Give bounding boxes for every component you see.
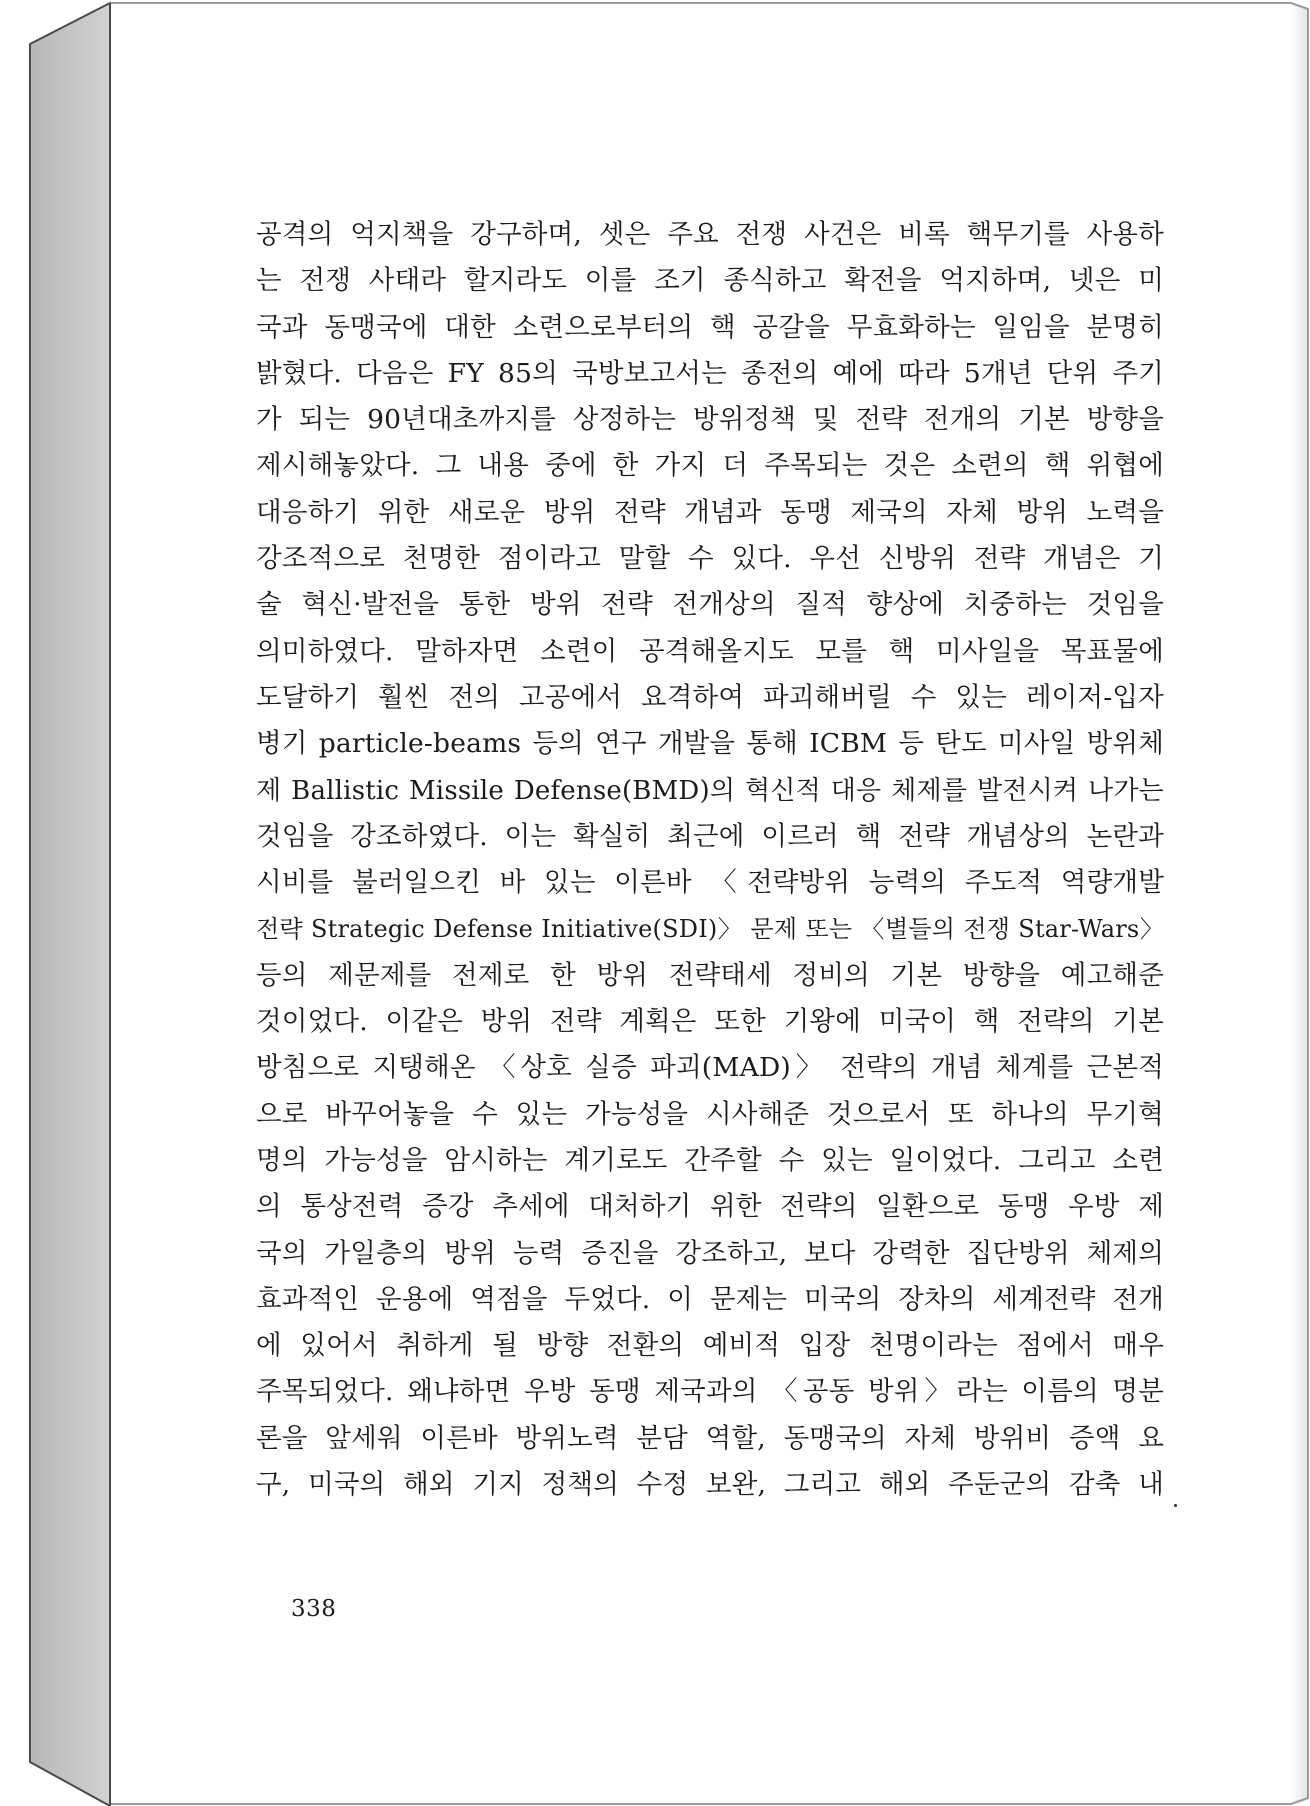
text-line-6: 제시해놓았다. 그 내용 중에 한 가지 더 주목되는 것은 소련의 핵 위협에 — [256, 450, 1164, 482]
text-line-25: 에 있어서 취하게 될 방향 전환의 예비적 입장 천명이라는 점에서 매우 — [256, 1330, 1164, 1362]
text-line-5: 가 되는 90년대초까지를 상정하는 방위정책 및 전략 전개의 기본 방향을 — [256, 404, 1164, 436]
text-line-10: 의미하였다. 말하자면 소련이 공격해올지도 모를 핵 미사일을 목표물에 — [256, 635, 1164, 667]
text-line-18: 것이었다. 이같은 방위 전략 계획은 또한 기왕에 미국이 핵 전략의 기본 — [256, 1006, 1164, 1038]
text-line-16: 전략 Strategic Defense Initiative(SDI)〉 문제 또는 〈별들의 전쟁 Star-Wars〉 — [256, 915, 1164, 944]
text-line-11: 도달하기 훨씬 전의 고공에서 요격하여 파괴해버릴 수 있는 레이저-입자 — [256, 681, 1164, 713]
text-line-23: 국의 가일층의 방위 능력 증진을 강조하고, 보다 강력한 집단방위 체제의 — [256, 1237, 1164, 1269]
text-line-7: 대응하기 위한 새로운 방위 전략 개념과 동맹 제국의 자체 방위 노력을 — [256, 496, 1164, 528]
book-spine — [30, 3, 110, 1806]
page-number: 338 — [291, 1596, 337, 1622]
page-edge-right — [1290, 2, 1308, 1806]
text-line-20: 으로 바꾸어놓을 수 있는 가능성을 시사해준 것으로서 또 하나의 무기혁 — [256, 1098, 1164, 1130]
text-line-14: 것임을 강조하였다. 이는 확실히 최근에 이르러 핵 전략 개념상의 논란과 — [256, 820, 1164, 852]
text-line-19: 방침으로 지탱해온 〈상호 실증 파괴(MAD)〉 전략의 개념 체계를 근본적 — [256, 1052, 1164, 1084]
text-line-21: 명의 가능성을 암시하는 계기로도 간주할 수 있는 일이었다. 그리고 소련 — [256, 1144, 1164, 1176]
text-line-12: 병기 particle-beams 등의 연구 개발을 통해 ICBM 등 탄도 미사일 방위체 — [256, 728, 1164, 760]
text-line-8: 강조적으로 천명한 점이라고 말할 수 있다. 우선 신방위 전략 개념은 기 — [256, 543, 1164, 575]
text-line-4: 밝혔다. 다음은 FY 85의 국방보고서는 종전의 예에 따라 5개년 단위 주기 — [256, 357, 1164, 389]
margin-speck — [1174, 1504, 1177, 1507]
body-text — [256, 212, 1164, 1508]
text-line-24: 효과적인 운용에 역점을 두었다. 이 문제는 미국의 장차의 세계전략 전개 — [256, 1283, 1164, 1315]
text-line-27: 론을 앞세워 이른바 방위노력 분담 역할, 동맹국의 자체 방위비 증액 요 — [256, 1422, 1164, 1454]
text-line-22: 의 통상전력 증강 추세에 대처하기 위한 전략의 일환으로 동맹 우방 제 — [256, 1191, 1164, 1223]
text-line-2: 는 전쟁 사태라 할지라도 이를 조기 종식하고 확전을 억지하며, 넷은 미 — [256, 265, 1164, 297]
text-line-28: 구, 미국의 해외 기지 정책의 수정 보완, 그리고 해외 주둔군의 감축 내 — [256, 1469, 1164, 1501]
text-line-1: 공격의 억지책을 강구하며, 셋은 주요 전쟁 사건은 비록 핵무기를 사용하 — [256, 219, 1164, 250]
text-line-9: 술 혁신·발전을 통한 방위 전략 전개상의 질적 향상에 치중하는 것임을 — [256, 589, 1164, 621]
text-line-3: 국과 동맹국에 대한 소련으로부터의 핵 공갈을 무효화하는 일임을 분명히 — [256, 311, 1164, 343]
text-line-17: 등의 제문제를 전제로 한 방위 전략태세 정비의 기본 방향을 예고해준 — [256, 959, 1164, 991]
text-line-13: 제 Ballistic Missile Defense(BMD)의 혁신적 대응 체제를 발전시켜 나가는 — [256, 775, 1164, 806]
text-line-15: 시비를 불러일으킨 바 있는 이른바 〈전략방위 능력의 주도적 역량개발 — [256, 867, 1164, 899]
text-line-26: 주목되었다. 왜냐하면 우방 동맹 제국과의 〈공동 방위〉라는 이름의 명분 — [256, 1376, 1164, 1408]
